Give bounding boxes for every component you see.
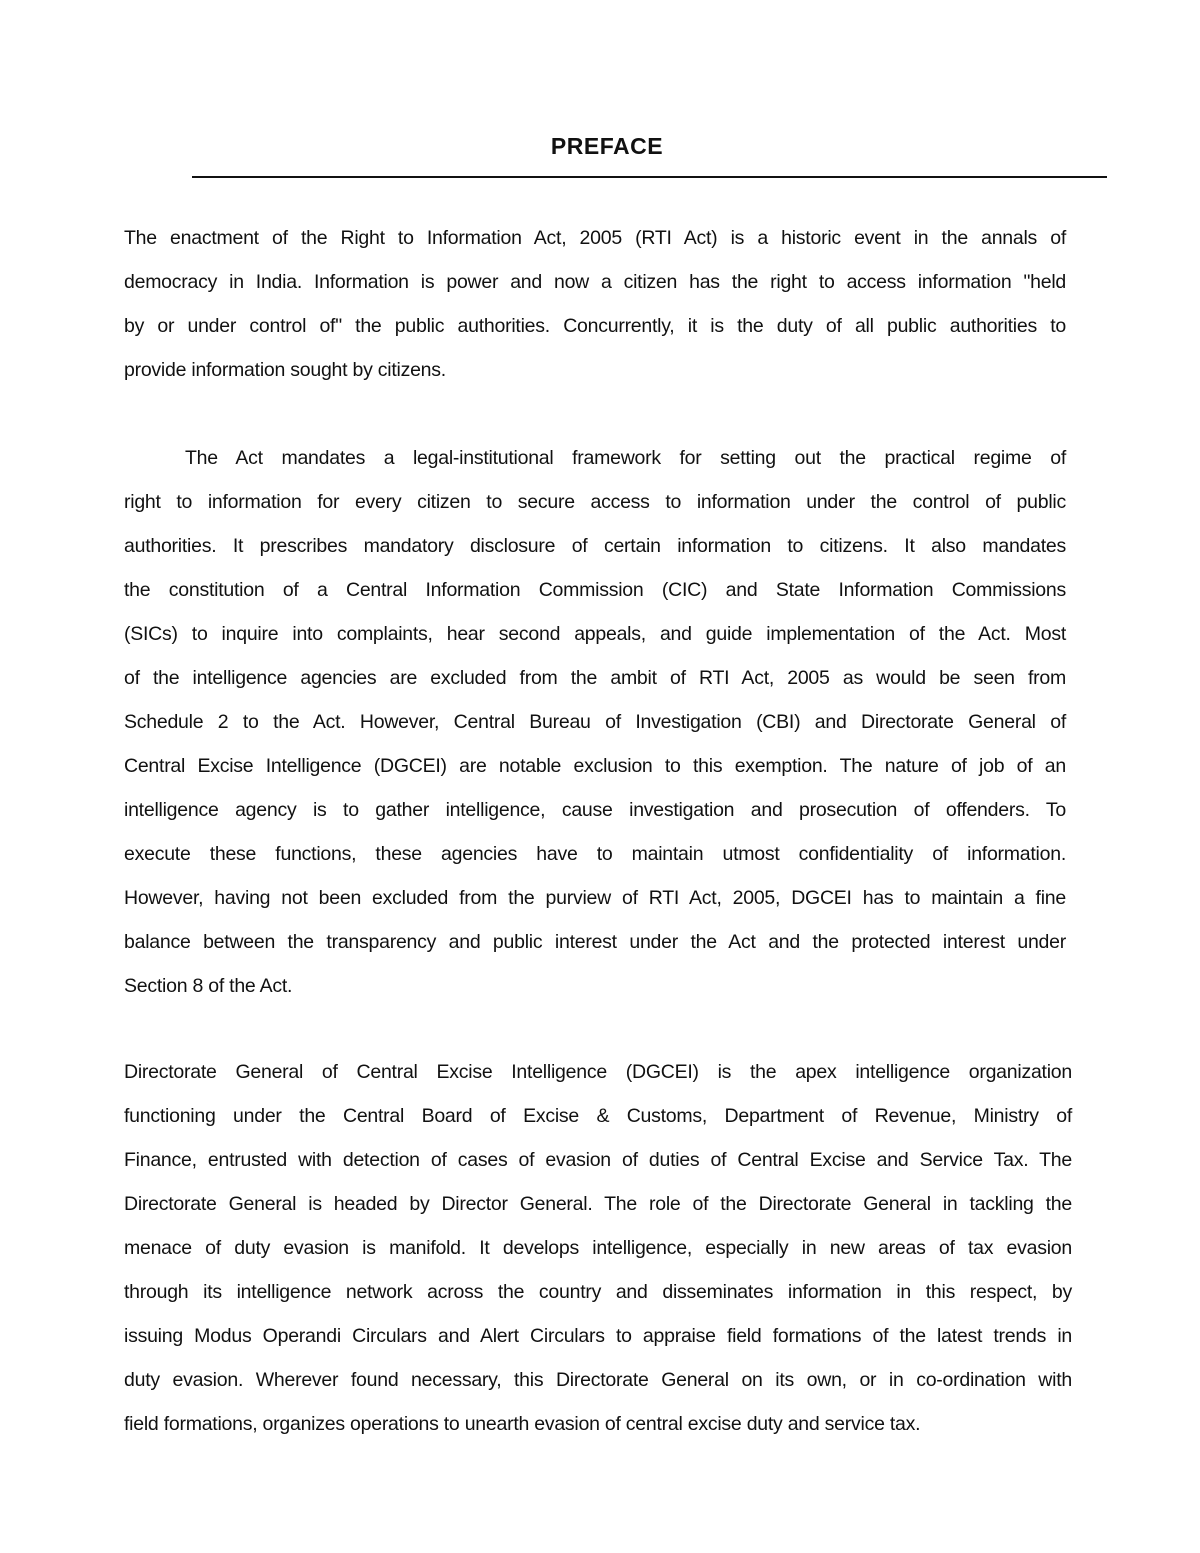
text-line: However, having not been excluded from the purview of RTI Act, 2005, DGCEI has to maintain a fine — [124, 887, 1066, 909]
text-line: through its intelligence network across the country and disseminates information in this respect, by — [124, 1281, 1072, 1303]
paragraph-2 — [124, 444, 1066, 1016]
page-title: PREFACE — [550, 133, 664, 159]
text-line: balance between the transparency and public interest under the Act and the protected interest under — [124, 931, 1066, 953]
text-line: Central Excise Intelligence (DGCEI) are notable exclusion to this exemption. The nature of job of an — [124, 755, 1066, 777]
text-line: Section 8 of the Act. — [124, 975, 293, 997]
text-line: issuing Modus Operandi Circulars and Alert Circulars to appraise field formations of the latest trends in — [124, 1325, 1072, 1347]
text-line: Schedule 2 to the Act. However, Central Bureau of Investigation (CBI) and Directorate General of — [124, 711, 1066, 733]
text-line: The Act mandates a legal-institutional framework for setting out the practical regime of — [185, 447, 1066, 469]
text-line: execute these functions, these agencies have to maintain utmost confidentiality of information. — [124, 843, 1066, 865]
text-line: functioning under the Central Board of Excise & Customs, Department of Revenue, Ministry of — [124, 1105, 1072, 1127]
text-line: intelligence agency is to gather intelligence, cause investigation and prosecution of offenders. To — [124, 799, 1066, 821]
text-line: provide information sought by citizens. — [124, 359, 446, 381]
text-line: Finance, entrusted with detection of cases of evasion of duties of Central Excise and Service Tax. The — [124, 1149, 1072, 1171]
text-line: authorities. It prescribes mandatory disclosure of certain information to citizens. It also mandates — [124, 535, 1066, 557]
text-line: The enactment of the Right to Information Act, 2005 (RTI Act) is a historic event in the annals of — [124, 227, 1066, 249]
text-line: menace of duty evasion is manifold. It develops intelligence, especially in new areas of tax evasion — [124, 1237, 1072, 1259]
text-line: the constitution of a Central Information Commission (CIC) and State Information Commissions — [124, 579, 1066, 601]
text-line: right to information for every citizen to secure access to information under the control of public — [124, 491, 1066, 513]
text-line: of the intelligence agencies are excluded from the ambit of RTI Act, 2005 as would be seen from — [124, 667, 1066, 689]
text-line: duty evasion. Wherever found necessary, this Directorate General on its own, or in co-ordination with — [124, 1369, 1072, 1391]
title-underline — [192, 176, 1107, 178]
text-line: (SICs) to inquire into complaints, hear second appeals, and guide implementation of the Act. Most — [124, 623, 1066, 645]
text-line: by or under control of" the public authorities. Concurrently, it is the duty of all public authorities to — [124, 315, 1066, 337]
text-line: Directorate General of Central Excise Intelligence (DGCEI) is the apex intelligence organization — [124, 1061, 1072, 1083]
text-line: democracy in India. Information is power and now a citizen has the right to access information "held — [124, 271, 1066, 293]
text-line: field formations, organizes operations to unearth evasion of central excise duty and service tax. — [124, 1413, 921, 1435]
text-line: Directorate General is headed by Director General. The role of the Directorate General in tackling the — [124, 1193, 1072, 1215]
paragraph-1 — [124, 224, 1066, 400]
paragraph-3 — [124, 1058, 1072, 1454]
